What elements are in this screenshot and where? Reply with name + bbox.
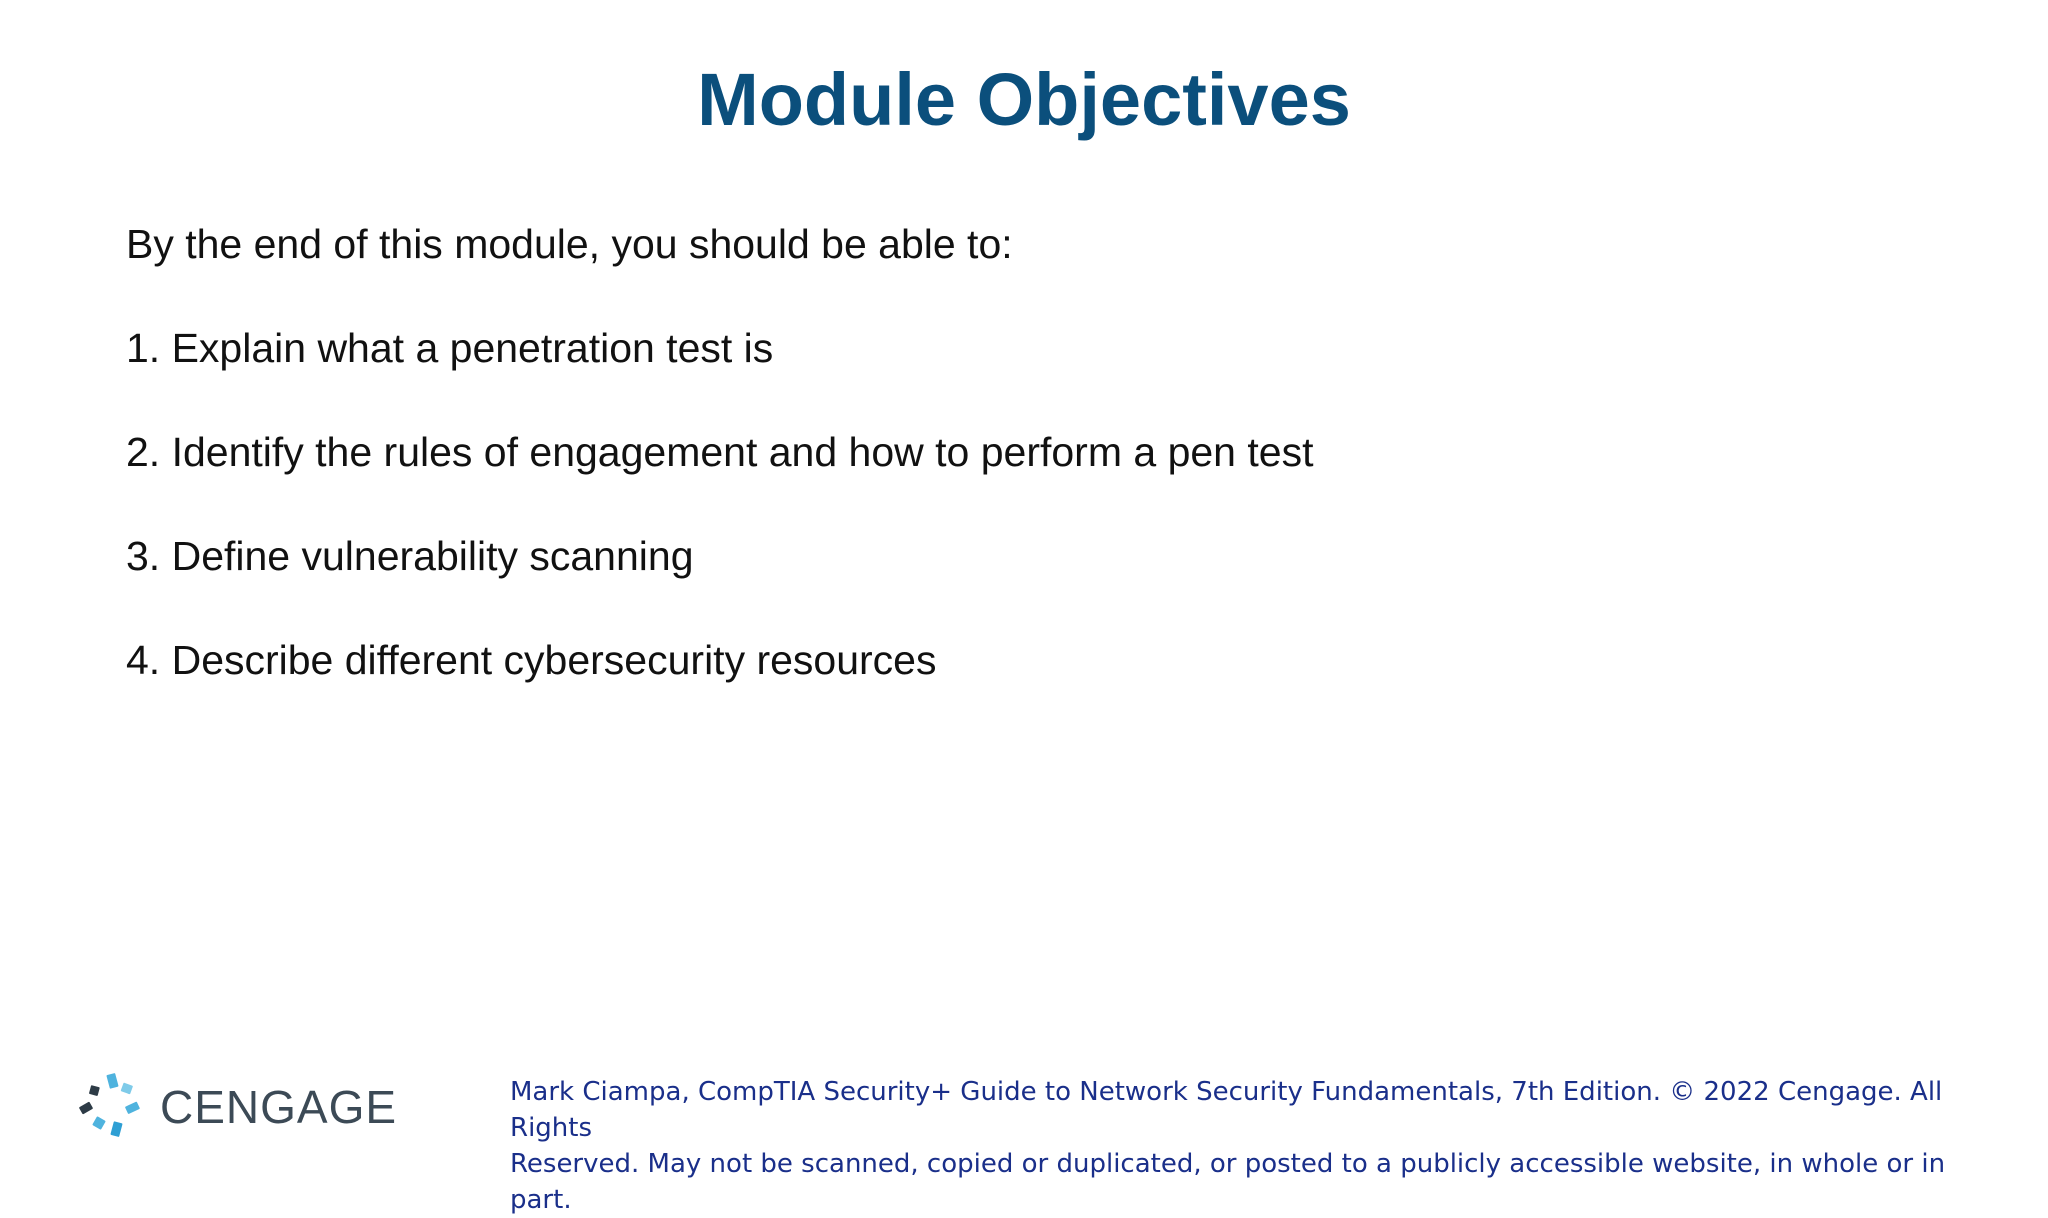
objective-item-4: 4. Describe different cybersecurity resources [126, 637, 937, 683]
copyright-line-1: Mark Ciampa, CompTIA Security+ Guide to Network Security Fundamentals, 7th Edition. © 2022 Cengage. All Rights [510, 1077, 1943, 1143]
objective-item-2: 2. Identify the rules of engagement and how to perform a pen test [126, 429, 1314, 475]
copyright-notice [510, 1074, 1990, 1218]
cengage-logo [78, 1072, 397, 1142]
intro-text: By the end of this module, you should be able to: [126, 221, 1013, 267]
cengage-logo-text: CENGAGE [160, 1081, 398, 1133]
objective-item-3: 3. Define vulnerability scanning [126, 533, 694, 579]
objective-item-1: 1. Explain what a penetration test is [126, 325, 774, 371]
slide-content [126, 216, 1826, 736]
copyright-line-2: Reserved. May not be scanned, copied or duplicated, or posted to a publicly accessible website, in whole or in part. [510, 1149, 1946, 1215]
cengage-logo-icon [78, 1072, 148, 1142]
slide-title: Module Objectives [697, 58, 1351, 141]
